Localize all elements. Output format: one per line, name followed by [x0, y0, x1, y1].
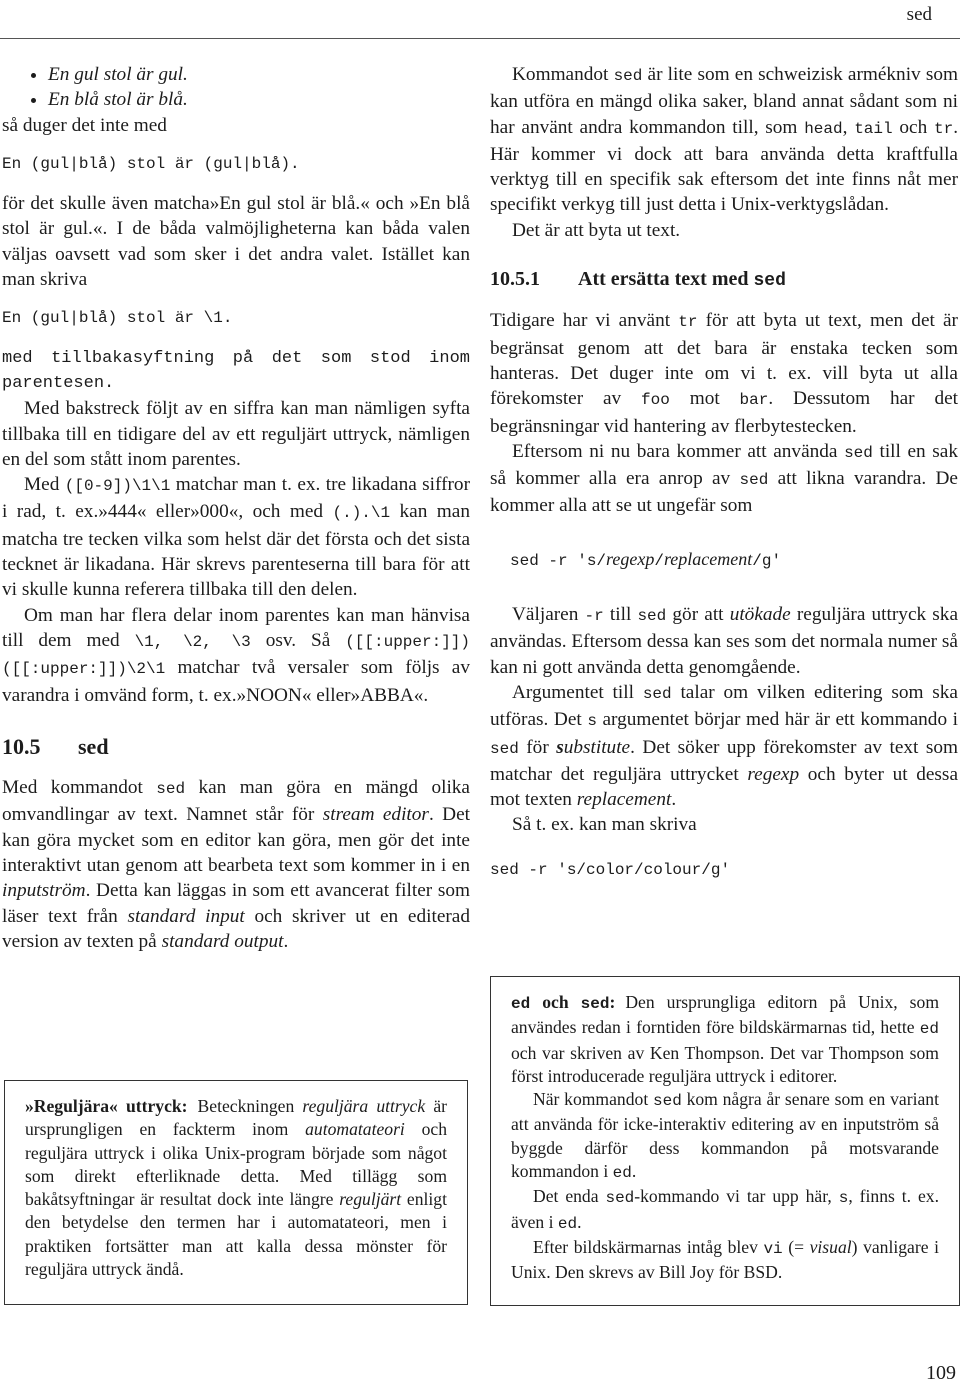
sidebar-box-ed-and-sed: [490, 976, 960, 1306]
box-text: ed och sed: Den ursprungliga editorn på Unix, som användes redan i forntiden före bildskärmarnas tid, hette ed och var skriven av Ken Thompson. Det var Thompson som först introducerade reguljära uttryck i editorer.: [511, 992, 940, 1086]
box-text: När kommandot sed kom några år senare som en variant att använda för icke-interaktiv editering av en inputström så byggde därför dess kommandon på motsvarande kommandon i ed.: [511, 1089, 939, 1183]
paragraph: Kommandot sed är lite som en schweizisk armékniv som kan utföra en mängd olika saker, bland annat sådant som ni har använt andra kommandon till, som head, tail och tr. Här kommer vi dock att bara använda detta kraftfulla verktyg till en specifik sak eftersom det inte finns nåt mer specifikt verkyg till just detta i Unix-verktygslådan.: [490, 64, 959, 216]
paragraph: Med ([0-9])\1\1 matchar man t. ex. tre likadana siffror i rad, t. ex.»444« eller»000«, och med (.).\1 kan man matcha tre tecken vilka som helst där det första och det sista tecknet är likadana. Här skrevs parenteserna till bara för att vi skulle kunna referera tillbaka till den delen.: [2, 474, 470, 601]
code-example: En (gul|blå) stol är (gul|blå).: [2, 154, 300, 173]
right-column: [490, 62, 958, 883]
bullet-item: • En blå stol är blå.: [48, 87, 470, 112]
paragraph: Tidigare har vi använt tr för att byta ut text, men det är begränsat genom att det bara är enstaka tecken som hanteras. Det duger inte om vi t. ex. vill byta ut alla förekomster av foo mot bar. Dessutom har det begränsningar vid hantering av flerbytestecken.: [490, 310, 959, 437]
box-label: ed och sed:: [511, 992, 616, 1013]
paragraph: Så t. ex. kan man skriva: [512, 814, 697, 836]
paragraph: Med bakstreck följt av en siffra kan man nämligen syfta tillbaka till en tidigare del av ett reguljärt uttryck, nämligen en del som stått inom parentes.: [2, 398, 470, 470]
paragraph: Väljaren -r till sed gör att utökade reguljära uttryck ska användas. Eftersom dessa kan ses som det normala numer så kan ni gott använda detta genomgående.: [490, 604, 958, 678]
example-bullet-list: [2, 62, 470, 113]
paragraph: med tillbakasyftning på det som stod inom parentesen.: [2, 348, 470, 393]
subsection-heading: 10.5.1 Att ersätta text med sed: [490, 268, 786, 292]
box-text: Efter bildskärmarnas intåg blev vi (= visual) vanligare i Unix. Den skrevs av Bill Joy för BSD.: [511, 1236, 940, 1283]
paragraph: Det är att byta ut text.: [512, 219, 681, 241]
paragraph: för det skulle även matcha»En gul stol är blå.« och »En blå stol är gul.«. I de båda valmöjligheterna kan båda valen väljas oavsett vad som sker i det andra valet. Istället kan man skriva: [2, 193, 470, 291]
section-heading: [2, 734, 470, 759]
paragraph: Med kommandot sed kan man göra en mängd olika omvandlingar av text. Namnet står för stream editor. Det kan göra mycket som en editor kan göra, men gör det inte interaktivt utan genom att bearbeta text som kommer in i en inputström. Detta kan läggas in som ett avancerat filter som läser text från standard input och skriver ut en editerad version av texten på standard output.: [2, 777, 470, 952]
page-number: 109: [926, 1362, 956, 1384]
header-rule: [0, 38, 960, 39]
sidebar-box-regular-expressions: [4, 1080, 468, 1305]
paragraph: Argumentet till sed talar om vilken editering som ska utföras. Det s argumentet börjar med här är ett kommando i sed för substitute. Det söker upp förekomster av text som matchar det reguljära uttrycket regexp och byter ut dessa mot texten replacement.: [490, 681, 958, 811]
box-label: »Reguljära« uttryck:: [25, 1096, 188, 1116]
bullet-item: • En gul stol är gul.: [48, 62, 470, 87]
paragraph: Eftersom ni nu bara kommer att använda sed till en sak så kommer alla era anrop av sed att likna varandra. De kommer alla att se ut ungefär som: [490, 440, 958, 517]
section-title: sed: [78, 733, 109, 759]
running-header: sed: [906, 4, 932, 25]
box-text: Det enda sed-kommando vi tar upp här, s, finns t. ex. även i ed.: [511, 1186, 939, 1233]
paragraph: Om man har flera delar inom parentes kan man hänvisa till dem med \1, \2, \3 osv. Så ([[:upper:]])([[:upper:]])\2\1 matchar två versaler som följs av varandra i omvänd form, t. ex.»NOON« eller»ABBA«.: [2, 604, 471, 706]
subsection-number: 10.5.1: [490, 268, 540, 291]
code-example: sed -r 's/color/colour/g': [490, 860, 731, 879]
code-example: En (gul|blå) stol är \1.: [2, 309, 233, 328]
paragraph: så duger det inte med: [2, 114, 167, 136]
box-text: »Reguljära« uttryck: Beteckningen reguljära uttryck är ursprungligen en fackterm inom automatateori och reguljära uttryck i olika Unix-program började som något som direkt efterliknade detta. Med tillägg som bakåtsyftningar är resultat dock inte längre reguljärt enligt den betydelse den termen har i automatateori, men i praktiken fortsätter man att kalla dessa mönster för reguljära uttryck ändå.: [25, 1096, 447, 1280]
section-number: 10.5: [2, 733, 41, 759]
code-example: sed -r 's/regexp/replacement/g': [510, 548, 782, 570]
left-column: [2, 62, 470, 954]
